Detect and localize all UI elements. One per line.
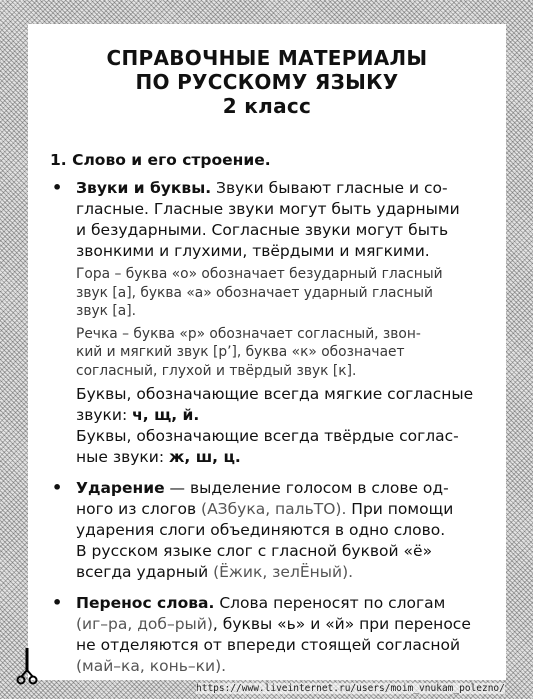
bullet-icon: • bbox=[52, 178, 63, 197]
scissors-icon bbox=[16, 646, 38, 686]
sounds-example-rechka: Речка – буква «р» обозначает согласный, звон- кий и мягкий звук [р’], буква «к» обозначает согласный, глухой и твёрдый звук [к]. bbox=[76, 325, 421, 379]
page-title bbox=[28, 46, 506, 118]
term-sounds: Звуки и буквы. bbox=[76, 179, 212, 197]
sounds-example-gora: Гора – буква «о» обозначает безударный гласный звук [а], буква «а» обозначает ударный гласный звук [а]. bbox=[76, 266, 443, 319]
bullet-icon: • bbox=[52, 478, 63, 497]
soft-consonants-note: Буквы, обозначающие всегда мягкие согласные звуки: ч, щ, й. bbox=[76, 385, 474, 424]
sounds-definition: Звуки и буквы. Звуки бывают гласные и со- гласные. Гласные звуки могут быть ударными и безударными. Согласные звуки могут быть звонкими и глухими, твёрдыми и мягкими. bbox=[76, 179, 460, 260]
title-line-1: СПРАВОЧНЫЕ МАТЕРИАЛЫ bbox=[106, 46, 428, 70]
content bbox=[50, 150, 496, 687]
title-line-3: 2 класс bbox=[222, 94, 312, 118]
bullet-icon: • bbox=[52, 593, 63, 612]
list-item-hyphenation bbox=[50, 593, 496, 677]
stress-definition: Ударение — выделение голосом в слове од- ного из слогов (АЗбука, пальТО). При помощи ударения слоги объединяются в одно слово. В русском языке слог с гласной буквой «ё» всегда ударный (Ёжик, зелЁный). bbox=[76, 479, 454, 581]
list-item-sounds bbox=[50, 178, 496, 468]
title-line-2: ПО РУССКОМУ ЯЗЫКУ bbox=[135, 70, 399, 94]
hard-consonants-note: Буквы, обозначающие всегда твёрдые соглас- ные звуки: ж, ш, ц. bbox=[76, 427, 459, 466]
hyphenation-definition: Перенос слова. Слова переносят по слогам (иг–ра, доб–рый), буквы «ь» и «й» при переносе не отделяются от впереди стоящей согласной (май–ка, конь–ки). bbox=[76, 594, 471, 675]
document-page bbox=[28, 24, 506, 680]
term-stress: Ударение bbox=[76, 479, 165, 497]
section-heading: 1. Слово и его строение. bbox=[50, 151, 271, 169]
list-item-stress bbox=[50, 478, 496, 583]
source-url: https://www.liveinternet.ru/users/moim_vnukam_polezno/ bbox=[196, 683, 505, 694]
term-hyphenation: Перенос слова. bbox=[76, 594, 215, 612]
